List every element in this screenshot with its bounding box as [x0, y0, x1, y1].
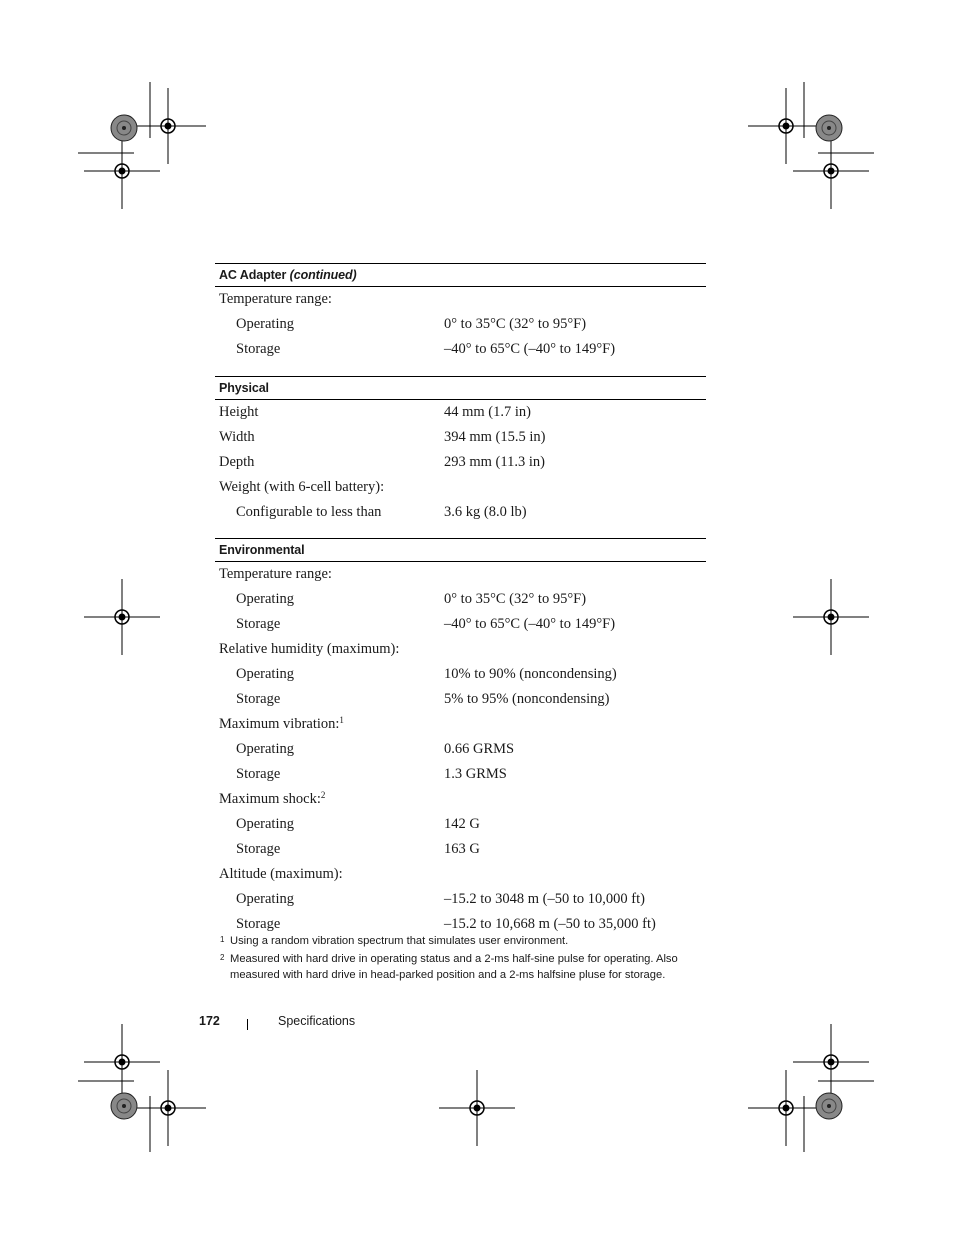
spec-value: 1.3 GRMS	[444, 766, 507, 782]
spec-label: Storage	[236, 616, 281, 632]
footnote-ref: 2	[320, 790, 326, 800]
page-footer	[0, 1014, 954, 1034]
spec-label: Weight (with 6-cell battery):	[219, 479, 385, 495]
spec-row	[215, 400, 706, 425]
heading-suffix: (continued)	[289, 268, 357, 282]
spec-row	[215, 737, 706, 762]
spec-label-wrap	[219, 712, 344, 737]
spec-label: Operating	[236, 741, 294, 757]
spec-row	[215, 687, 706, 712]
spec-value: –15.2 to 10,668 m (–50 to 35,000 ft)	[444, 916, 656, 932]
spec-row	[215, 475, 706, 500]
footnote-text: Using a random vibration spectrum that simulates user environment.	[230, 935, 569, 947]
spec-value: 10% to 90% (noncondensing)	[444, 666, 617, 682]
footer-section-title: Specifications	[278, 1014, 356, 1028]
spec-row	[215, 500, 706, 525]
footnote-text: Measured with hard drive in operating status and a 2-ms half-sine pulse for operating. Also measured with hard drive in head-parked position and a 2-ms halfsine pluse for storage.	[230, 953, 678, 981]
spec-row	[215, 787, 706, 812]
spec-label: Height	[219, 404, 259, 420]
spec-label: Width	[219, 429, 255, 445]
spec-value: 5% to 95% (noncondensing)	[444, 691, 610, 707]
footnote-number: 1	[220, 935, 225, 944]
page-number: 172	[199, 1014, 220, 1028]
spec-value: –15.2 to 3048 m (–50 to 10,000 ft)	[444, 891, 645, 907]
spec-row	[215, 637, 706, 662]
spec-value: 163 G	[444, 841, 480, 857]
spec-row	[215, 712, 706, 737]
spec-label: Depth	[219, 454, 255, 470]
spec-label-wrap	[219, 787, 325, 812]
spec-label: Operating	[236, 316, 294, 332]
spec-label: Storage	[236, 691, 281, 707]
spec-label: Maximum shock:	[219, 791, 321, 807]
spec-row	[215, 425, 706, 450]
spec-row	[215, 587, 706, 612]
spec-label: Storage	[236, 841, 281, 857]
spec-value: 0.66 GRMS	[444, 741, 515, 757]
section-heading	[215, 263, 706, 287]
spec-value: 3.6 kg (8.0 lb)	[444, 504, 527, 520]
spec-label: Altitude (maximum):	[219, 866, 343, 882]
spec-label: Temperature range:	[219, 566, 332, 582]
spec-row	[215, 287, 706, 312]
spec-label: Storage	[236, 766, 281, 782]
footnote	[215, 951, 706, 983]
spec-value: 293 mm (11.3 in)	[444, 454, 545, 470]
spec-row	[215, 662, 706, 687]
spec-value: 142 G	[444, 816, 480, 832]
spec-label: Operating	[236, 666, 294, 682]
spec-row	[215, 837, 706, 862]
spec-label: Operating	[236, 591, 294, 607]
footnote-ref: 1	[339, 715, 344, 725]
spec-row	[215, 762, 706, 787]
spec-row	[215, 887, 706, 912]
environmental-section	[215, 538, 706, 937]
spec-value: 44 mm (1.7 in)	[444, 404, 531, 420]
heading-text: AC Adapter	[219, 268, 287, 282]
section-heading	[215, 376, 706, 400]
spec-label: Maximum vibration:	[219, 716, 340, 732]
spec-row	[215, 562, 706, 587]
footnote-number: 2	[220, 953, 225, 962]
footer-divider	[247, 1019, 248, 1030]
spec-row	[215, 812, 706, 837]
spec-label: Storage	[236, 341, 281, 357]
spec-row	[215, 612, 706, 637]
spec-row	[215, 312, 706, 337]
spec-label: Operating	[236, 816, 294, 832]
spec-label: Relative humidity (maximum):	[219, 641, 400, 657]
spec-label: Configurable to less than	[236, 504, 382, 520]
heading-text: Physical	[219, 381, 269, 395]
ac-adapter-section	[215, 263, 706, 362]
spec-value: –40° to 65°C (–40° to 149°F)	[444, 341, 616, 357]
section-heading	[215, 538, 706, 562]
spec-value: 0° to 35°C (32° to 95°F)	[444, 316, 587, 332]
spec-label: Operating	[236, 891, 294, 907]
footnotes	[215, 933, 706, 985]
spec-value: 0° to 35°C (32° to 95°F)	[444, 591, 587, 607]
spec-row	[215, 337, 706, 362]
spec-value: –40° to 65°C (–40° to 149°F)	[444, 616, 616, 632]
spec-value: 394 mm (15.5 in)	[444, 429, 546, 445]
footnote	[215, 933, 706, 949]
heading-text: Environmental	[219, 543, 305, 557]
spec-label: Storage	[236, 916, 281, 932]
spec-row	[215, 862, 706, 887]
spec-label: Temperature range:	[219, 291, 332, 307]
physical-section	[215, 376, 706, 525]
spec-row	[215, 450, 706, 475]
